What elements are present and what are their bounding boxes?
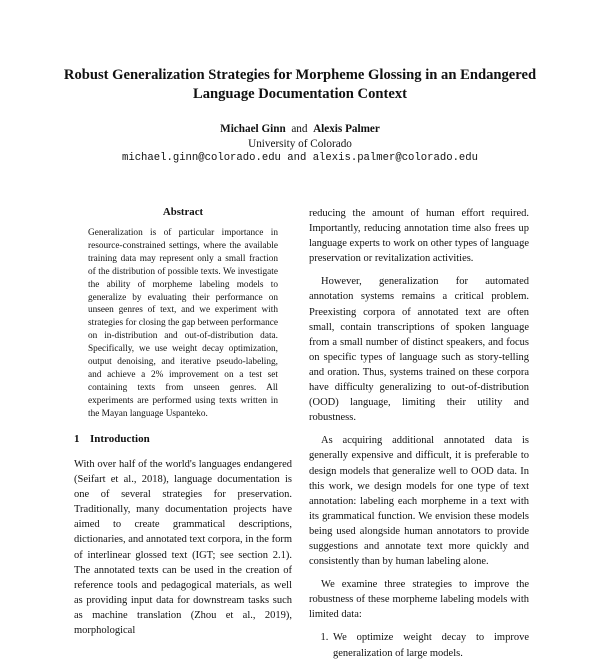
affiliation: University of Colorado bbox=[248, 137, 352, 150]
paragraph: However, generalization for automated annotation systems remains a critical problem. Preexisting corpora of annotated text are often small, contain transcriptions of spoken language from a small number of distinct speakers, and focus on specific types of language such as story-telling and oration. Thus, systems trained on these corpora have difficulty generalizing to out-of-distribution (OOD) language, limiting their utility and robustness. bbox=[309, 276, 529, 424]
author-emails: michael.ginn@colorado.edu and alexis.palmer@colorado.edu bbox=[121, 152, 478, 165]
abstract-text: Generalization is of particular importance in resource-constrained settings, where the available training data may represent only a small fraction of the distribution of possible texts. We investigate the ability of morpheme labeling models to generalize by evaluating their performance on unseen genres of text, and we experiment with strategies for closing the gap between performance on in-distribution and out-of-distribution data. Specifically, we use weight decay optimization, output denoising, and iterative pseudo-labeling, and achieve a 2% improvement on a test set containing texts from unseen genres. All experiments are performed using texts written in the Mayan language Uspanteko. bbox=[88, 228, 278, 419]
right-column bbox=[309, 206, 529, 661]
paragraph: With over half of the world's languages endangered (Seifart et al., 2018), language documentation is one of several strategies for preservation. Traditionally, many documentation projects have aimed to create grammatical descriptions, dictionaries, and annotated text corpora, in the form of interlinear glossed text (IGT; see section 2.1). The annotated texts can be used in the creation of reference tools and pedagogical materials, as well as providing input data for downstream tasks such as machine translation (Zhou et al., 2019), morphological bbox=[74, 459, 292, 637]
author-line bbox=[0, 122, 600, 137]
paper-title: Robust Generalization Strategies for Morpheme Glossing in an Endangered Language Documentation Context bbox=[63, 67, 537, 102]
list-item: 1. We optimize weight decay to improve generalization of large models. bbox=[331, 630, 529, 660]
paragraph: reducing the amount of human effort required. Importantly, reducing annotation time also frees up language experts to work on other types of language preservation or revitalization activities. bbox=[309, 208, 529, 265]
paragraph: As acquiring additional annotated data is generally expensive and difficult, it is preferable to design models that generalize well to OOD data. In this work, we design models for one type of text annotation: labeling each morpheme in a text with its grammatical function. We envision these models being used alongside human annotators to provide suggestions and annotate text more quickly and consistently than by human labeling alone. bbox=[309, 435, 529, 568]
section-heading bbox=[74, 433, 150, 445]
strategy-list bbox=[309, 630, 529, 660]
author-name: Michael Ginn bbox=[220, 123, 286, 135]
section-title: Introduction bbox=[90, 433, 150, 445]
paragraph: We examine three strategies to improve the robustness of these morpheme labeling models with limited data: bbox=[309, 579, 529, 621]
author-name: Alexis Palmer bbox=[313, 123, 380, 135]
author-block bbox=[0, 122, 600, 166]
section-number: 1 bbox=[74, 433, 80, 445]
author-separator: and bbox=[291, 123, 308, 135]
abstract-heading: Abstract bbox=[162, 206, 204, 218]
intro-column bbox=[74, 457, 292, 638]
